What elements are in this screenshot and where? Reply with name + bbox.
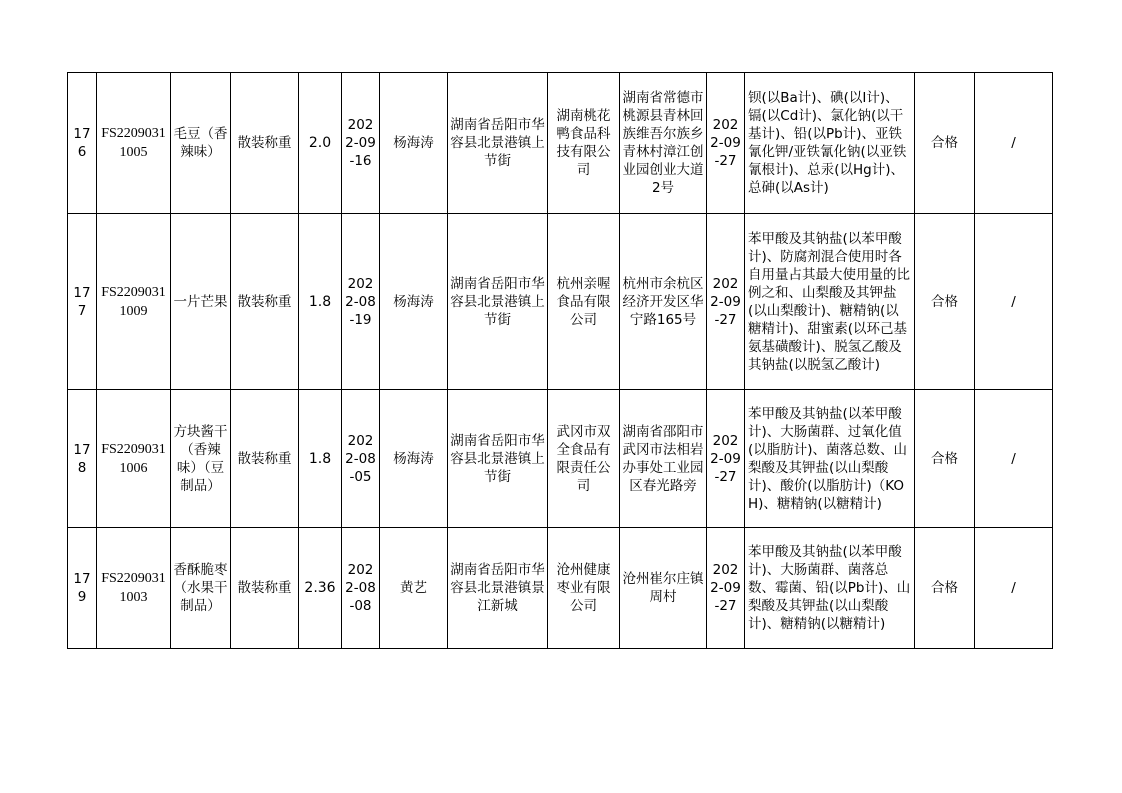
quantity-cell: 1.8 [299, 390, 342, 528]
test-items-cell: 钡(以Ba计)、碘(以I计)、镉(以Cd计)、氯化钠(以干基计)、铅(以Pb计)、亚铁氰化钾/亚铁氰化钠(以亚铁氰根计)、总汞(以Hg计)、总砷(以As计) [745, 73, 915, 214]
food-name-cell: 一片芒果 [171, 214, 231, 390]
producer-cell: 沧州健康枣业有限公司 [548, 528, 620, 649]
producer-address-cell: 沧州崔尔庄镇周村 [620, 528, 707, 649]
sample-code-cell: FS22090311003 [97, 528, 171, 649]
result-cell: 合格 [915, 73, 975, 214]
quantity-cell: 1.8 [299, 214, 342, 390]
test-date-cell: 2022-09-27 [707, 214, 745, 390]
seq-cell: 176 [68, 73, 97, 214]
test-date-cell: 2022-09-27 [707, 73, 745, 214]
production-date-cell: 2022-09-16 [342, 73, 380, 214]
sampler-cell: 黄艺 [380, 528, 448, 649]
producer-address-cell: 杭州市余杭区经济开发区华宁路165号 [620, 214, 707, 390]
production-date-cell: 2022-08-05 [342, 390, 380, 528]
sampler-cell: 杨海涛 [380, 73, 448, 214]
sample-code-cell: FS22090311005 [97, 73, 171, 214]
result-cell: 合格 [915, 390, 975, 528]
producer-cell: 武冈市双全食品有限责任公司 [548, 390, 620, 528]
table-row [68, 214, 1053, 390]
sampling-site-cell: 湖南省岳阳市华容县北景港镇景江新城 [448, 528, 548, 649]
test-items-cell: 苯甲酸及其钠盐(以苯甲酸计)、大肠菌群、过氧化值(以脂肪计)、菌落总数、山梨酸及其钾盐(以山梨酸计)、酸价(以脂肪计)（KOH)、糖精钠(以糖精计) [745, 390, 915, 528]
producer-cell: 杭州亲喔食品有限公司 [548, 214, 620, 390]
spec-cell: 散装称重 [231, 214, 299, 390]
table-row [68, 528, 1053, 649]
sampling-site-cell: 湖南省岳阳市华容县北景港镇上节街 [448, 214, 548, 390]
sampler-cell: 杨海涛 [380, 214, 448, 390]
remark-cell: / [975, 390, 1053, 528]
producer-address-cell: 湖南省常德市桃源县青林回族维吾尔族乡青林村漳江创业园创业大道2号 [620, 73, 707, 214]
remark-cell: / [975, 73, 1053, 214]
food-name-cell: 方块酱干（香辣味）（豆制品） [171, 390, 231, 528]
producer-address-cell: 湖南省邵阳市武冈市法相岩办事处工业园区春光路旁 [620, 390, 707, 528]
sample-code-cell: FS22090311009 [97, 214, 171, 390]
table-row [68, 73, 1053, 214]
result-cell: 合格 [915, 214, 975, 390]
seq-cell: 179 [68, 528, 97, 649]
sample-code-cell: FS22090311006 [97, 390, 171, 528]
sampling-site-cell: 湖南省岳阳市华容县北景港镇上节街 [448, 73, 548, 214]
sampler-cell: 杨海涛 [380, 390, 448, 528]
spec-cell: 散装称重 [231, 73, 299, 214]
table-row [68, 390, 1053, 528]
food-name-cell: 香酥脆枣（水果干制品） [171, 528, 231, 649]
test-items-cell: 苯甲酸及其钠盐(以苯甲酸计)、防腐剂混合使用时各自用量占其最大使用量的比例之和、山梨酸及其钾盐(以山梨酸计)、糖精钠(以糖精计)、甜蜜素(以环己基氨基磺酸计)、脱氢乙酸及其钠盐(以脱氢乙酸计) [745, 214, 915, 390]
quantity-cell: 2.0 [299, 73, 342, 214]
seq-cell: 177 [68, 214, 97, 390]
test-items-cell: 苯甲酸及其钠盐(以苯甲酸计)、大肠菌群、菌落总数、霉菌、铅(以Pb计)、山梨酸及其钾盐(以山梨酸计)、糖精钠(以糖精计) [745, 528, 915, 649]
test-date-cell: 2022-09-27 [707, 528, 745, 649]
spec-cell: 散装称重 [231, 528, 299, 649]
food-name-cell: 毛豆（香辣味） [171, 73, 231, 214]
quantity-cell: 2.36 [299, 528, 342, 649]
result-cell: 合格 [915, 528, 975, 649]
production-date-cell: 2022-08-19 [342, 214, 380, 390]
sampling-site-cell: 湖南省岳阳市华容县北景港镇上节街 [448, 390, 548, 528]
inspection-results-table [67, 72, 1053, 649]
remark-cell: / [975, 528, 1053, 649]
producer-cell: 湖南桃花鸭食品科技有限公司 [548, 73, 620, 214]
remark-cell: / [975, 214, 1053, 390]
seq-cell: 178 [68, 390, 97, 528]
test-date-cell: 2022-09-27 [707, 390, 745, 528]
spec-cell: 散装称重 [231, 390, 299, 528]
production-date-cell: 2022-08-08 [342, 528, 380, 649]
